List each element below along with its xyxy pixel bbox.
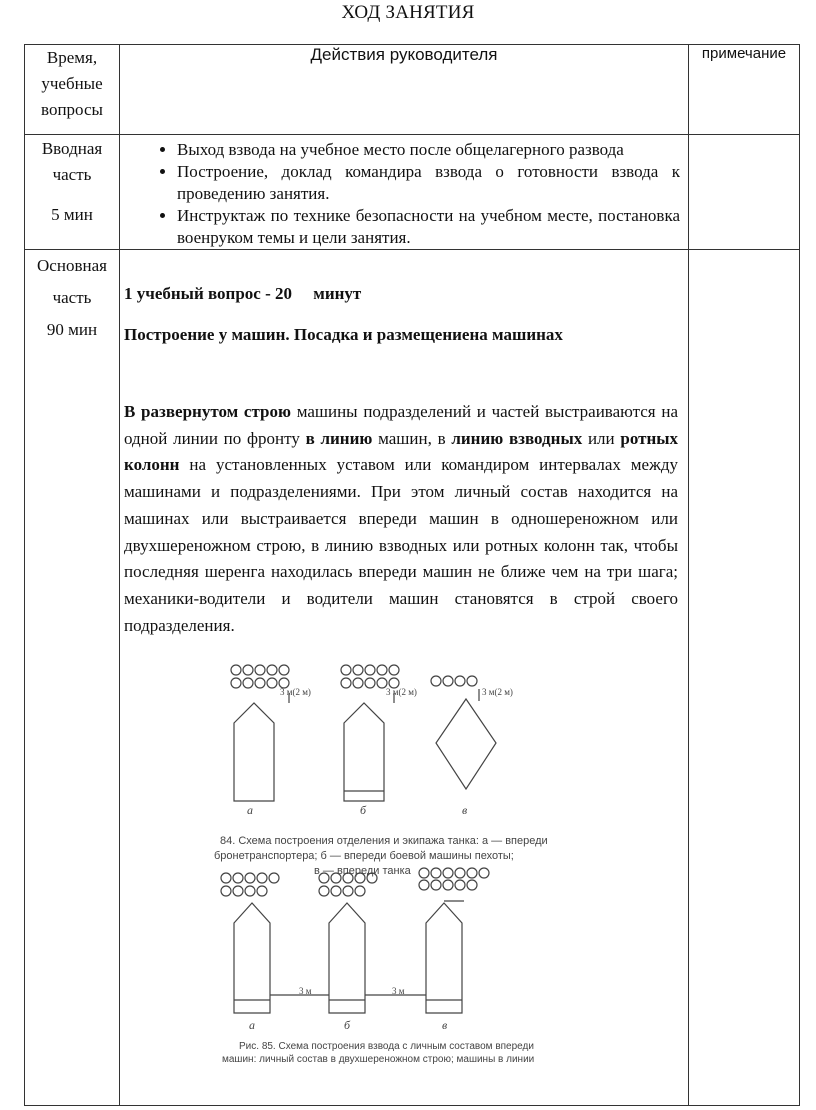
formation-figure <box>204 653 584 1066</box>
question-title: Построение у машин. Посадка и размещениена машинах <box>124 325 563 344</box>
intro-actions-cell <box>120 135 689 250</box>
soldier-group-a <box>231 665 289 703</box>
figure85-label-v: в <box>442 1018 448 1033</box>
list-item: • Инструктаж по технике безопасности на учебном месте, постановка военруком темы и цели занятия. <box>177 205 680 249</box>
intro-time-cell <box>25 135 120 250</box>
formation-diagram <box>204 653 584 1073</box>
para-bold: линию взводных <box>451 428 583 448</box>
list-item: • Выход взвода на учебное место после общелагерного развода <box>177 139 680 161</box>
table-row-main <box>25 250 800 1106</box>
header-notes: примечание <box>689 45 800 135</box>
vehicle-tank <box>436 699 496 789</box>
para-text: на установленных уставом или командиром интервалах между машинами и подразделениями. При этом личный состав находится на машинах или выстраивается впереди машин в одношереножном или двухшереножном строю, в линию взводных или ротных колонн так, чтобы последняя шеренга находилась впереди машин не ближе чем на три шага; механики-водители и водители машин становятся в строй своего подразделения. <box>124 455 678 635</box>
interval-label-2: 3 м <box>392 986 405 997</box>
header-time: Время, учебные вопросы <box>25 45 120 135</box>
main-paragraph <box>124 399 678 639</box>
intro-notes-cell <box>689 135 800 250</box>
distance-label-c: 3 м(2 м) <box>482 687 513 698</box>
para-text: машин, в <box>372 428 452 448</box>
header-actions: Действия руководителя <box>120 45 689 135</box>
intro-list <box>120 139 680 249</box>
distance-label-a: 3 м(2 м) <box>280 687 311 698</box>
vehicle-1 <box>234 903 270 1013</box>
question-heading: 1 учебный вопрос - 20 минут <box>124 284 362 303</box>
intro-title: Вводная часть <box>41 139 103 184</box>
main-title: Основная часть <box>37 256 107 307</box>
para-bold: ротных колонн <box>124 428 679 475</box>
para-bold: В развернутом строю <box>124 402 291 421</box>
table-header-row <box>25 45 800 135</box>
figure-label-v: в <box>462 803 468 818</box>
figure-label-a: а <box>247 803 253 818</box>
caption-85-line1: Рис. 85. Схема построения взвода с личным составом впереди <box>239 1041 534 1053</box>
table-row-intro <box>25 135 800 250</box>
list-item: • Построение, доклад командира взвода о готовности взвода к проведению занятия. <box>177 161 680 205</box>
para-text: машины подразделений и частей выстраиваются на одной линии по фронту <box>124 402 678 448</box>
figure-label-b: б <box>360 803 367 818</box>
soldier-group-b <box>341 665 399 703</box>
main-time-cell <box>25 250 120 1106</box>
caption-85-line2: машин: личный состав в двухшереножном строю; машины в линии <box>222 1054 535 1066</box>
para-bold: в линию <box>305 428 373 448</box>
soldier-group-c <box>431 676 479 701</box>
main-duration: 90 мин <box>46 320 98 339</box>
vehicle-bmp <box>344 703 384 801</box>
distance-label-b: 3 м(2 м) <box>386 687 417 698</box>
lesson-table <box>24 44 800 1106</box>
intro-duration: 5 мин <box>51 205 93 224</box>
main-notes-cell <box>689 250 800 1106</box>
figure85-label-a: а <box>249 1018 255 1033</box>
para-text: или <box>582 428 621 448</box>
interval-label-1: 3 м <box>299 986 312 997</box>
vehicle-3 <box>426 903 462 1013</box>
figure85-label-b: б <box>344 1018 351 1033</box>
main-actions-cell <box>120 250 689 1106</box>
caption-84-line3: в — впереди танка <box>314 865 411 878</box>
caption-84-line1: 84. Схема построения отделения и экипажа танка: а — впереди <box>220 835 548 848</box>
vehicle-btr <box>234 703 274 801</box>
vehicle-2 <box>329 903 365 1013</box>
page-title: ХОД ЗАНЯТИЯ <box>341 2 475 23</box>
caption-84-line2: бронетранспортера; б — впереди боевой машины пехоты; <box>214 850 514 863</box>
